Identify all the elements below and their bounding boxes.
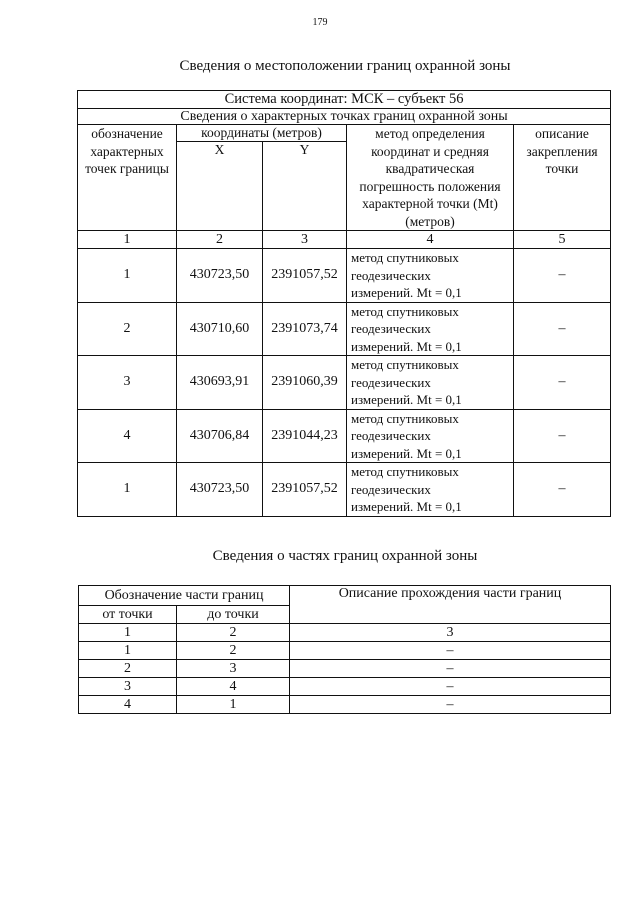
method-text [347,249,514,303]
method-line: метод спутниковых [351,464,459,479]
y-coordinate: 2391060,39 [263,356,347,410]
point-description: – [514,249,611,303]
method-text [347,302,514,356]
method-line: измерений. Mt = 0,1 [351,285,462,300]
page-number: 179 [312,17,328,28]
part-description: – [290,696,611,714]
column-number: 1 [79,624,177,642]
method-line: геодезических [351,374,431,390]
method-text [347,463,514,517]
method-line: метод спутниковых [351,410,459,426]
x-coordinate: 430693,91 [177,356,263,410]
point-description: – [514,463,611,517]
y-coordinate: 2391044,23 [263,409,347,463]
to-point: 1 [177,696,290,714]
x-coordinate: 430723,50 [177,463,263,517]
method-line: измерений. Mt = 0,1 [351,338,462,354]
points-subtitle: Сведения о характерных точках границ охранной зоны [78,109,611,125]
method-text [347,356,514,410]
to-point: 3 [177,660,290,678]
x-coordinate: 430706,84 [177,409,263,463]
column-number: 3 [263,231,347,249]
column-number: 1 [78,231,177,249]
header-x: X [177,142,263,231]
point-description: – [514,356,611,410]
method-line: геодезических [351,267,431,283]
header-method: метод определения координат и средняя квадратическая погрешность положения характерной точки (Mt) (метров) [347,125,514,231]
header-part: Обозначение части границ [79,586,290,606]
table-row [78,409,611,463]
table-row [78,356,611,410]
part-description: – [290,642,611,660]
table-row [78,249,611,303]
header-from: от точки [79,606,177,624]
coordinate-system: Система координат: МСК – субъект 56 [78,91,611,109]
from-point: 4 [79,696,177,714]
from-point: 1 [79,642,177,660]
y-coordinate: 2391073,74 [263,302,347,356]
point-description: – [514,302,611,356]
x-coordinate: 430723,50 [177,249,263,303]
method-line: метод спутниковых [351,250,459,265]
method-line: измерений. Mt = 0,1 [351,392,462,407]
table-row [79,642,611,660]
column-number: 4 [347,231,514,249]
method-line: измерений. Mt = 0,1 [351,499,462,514]
method-text [347,409,514,463]
method-line: геодезических [351,321,431,336]
point-id: 1 [78,249,177,303]
header-point: обозначение характерных точек границы [78,125,177,231]
table-row [79,696,611,714]
y-coordinate: 2391057,52 [263,463,347,517]
x-coordinate: 430710,60 [177,302,263,356]
point-id: 1 [78,463,177,517]
method-line: метод спутниковых [351,303,459,319]
table-row [79,678,611,696]
table-row [78,302,611,356]
parts-table [78,585,611,714]
to-point: 4 [177,678,290,696]
column-number: 5 [514,231,611,249]
method-line: метод спутниковых [351,357,459,372]
method-line: геодезических [351,428,431,443]
part-description: – [290,678,611,696]
table-row [79,660,611,678]
to-point: 2 [177,642,290,660]
method-line: геодезических [351,481,431,497]
point-id: 3 [78,356,177,410]
method-line: измерений. Mt = 0,1 [351,445,462,461]
section1-title: Сведения о местоположении границ охранной зоны [179,58,511,74]
header-coordinates: координаты (метров) [177,125,347,142]
section2-title: Сведения о частях границ охранной зоны [212,548,478,564]
point-id: 2 [78,302,177,356]
point-id: 4 [78,409,177,463]
y-coordinate: 2391057,52 [263,249,347,303]
points-table [77,90,611,517]
table-row [78,463,611,517]
column-number: 2 [177,231,263,249]
from-point: 2 [79,660,177,678]
from-point: 3 [79,678,177,696]
column-number: 2 [177,624,290,642]
header-description: описание закрепления точки [514,125,611,231]
column-number: 3 [290,624,611,642]
point-description: – [514,409,611,463]
part-description: – [290,660,611,678]
header-part-description: Описание прохождения части границ [290,586,611,624]
header-to: до точки [177,606,290,624]
header-y: Y [263,142,347,231]
